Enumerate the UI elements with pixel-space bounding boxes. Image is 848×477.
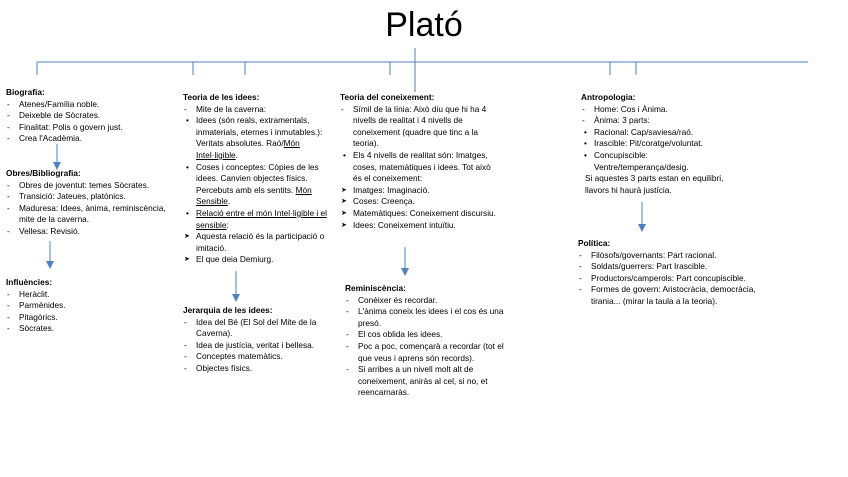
list-item [183,115,339,161]
item-suffix: : [226,219,229,230]
list-item: - Home: Cos i Ànima. [581,104,731,116]
list-item: - Símil de la línia: Això diu que hi ha 4 nivells de realitat i 4 nivells de coneixement (quadre que tinc a la teoria). [340,104,500,150]
biografia-list [6,99,166,145]
list-item: ➤ Imatges: Imaginació. [340,185,500,197]
list-item: • Racional: Cap/saviesa/raó. [581,127,731,139]
list-item: - Crea l'Acadèmia. [6,133,166,145]
list-item: - Pitagòrics. [6,312,146,324]
list-item: • Els 4 nivells de realitat són: Imatges, coses, matemàtiques i idees. Tot això és el coneixement: [340,150,500,185]
jerarquia-list [183,317,333,375]
antropologia-note: Si aquestes 3 parts estan en equilibri, llavors hi haurà justícia. [585,173,724,195]
list-item: - Productors/camperols: Part concupiscible. [578,273,762,285]
list-item: - Transició: Jateues, platònics. [6,191,166,203]
list-item: - Idea de justícia, veritat i bellesa. [183,340,333,352]
obres-heading: Obres/Bibliografia: [6,168,81,178]
list-item: - Vellesa: Revisió. [6,226,166,238]
list-item: - Parmènides. [6,300,146,312]
antropologia-heading: Antropologia: [581,92,636,102]
list-item: - Filòsofs/governants: Part racional. [578,250,762,262]
relacio-text: Relació entre el món Intel·ligible i el sensible [196,207,327,230]
influencies-heading: Influències: [6,277,53,287]
list-item: - Mite de la caverna: [183,104,339,116]
list-item: - Conceptes matemàtics. [183,351,333,363]
list-item: ➤ Idees: Coneixement intuïtiu. [340,220,500,232]
list-item: - Poc a poc, començarà a recordar (tot el que veus i aprens són records). [345,341,505,364]
teoria-coneixement-heading: Teoria del coneixement: [340,92,435,102]
list-item: - Atenes/Família noble. [6,99,166,111]
item-text: Coses i conceptes: Còpies de les idees. Canvien objectes físics. Percebuts amb els sentits. [196,161,319,195]
teoria-idees-heading: Teoria de les idees: [183,92,260,102]
block-obres [6,168,166,238]
list-item: - Ànima: 3 parts: [581,115,731,127]
obres-list [6,180,166,238]
block-politica [578,238,762,308]
item-suffix: . [235,149,238,160]
politica-heading: Política: [578,238,611,248]
block-biografia [6,87,166,145]
page-title: Plató [385,6,463,44]
mon-intelligible-text: Món Intel·ligible [196,138,300,160]
block-antropologia [581,92,731,196]
jerarquia-heading: Jerarquia de les idees: [183,305,273,315]
item-suffix: . [227,196,231,207]
biografia-heading: Biografia: [6,87,45,97]
list-item: - Objectes físics. [183,363,333,375]
list-item [183,208,339,231]
list-item: - Soldats/guerrers: Part Irascible. [578,261,762,273]
list-item: ➤ El que deia Demiurg. [183,254,339,266]
list-item: • Irascible: Pit/coratge/voluntat. [581,138,731,150]
reminiscencia-heading: Reminiscència: [345,283,406,293]
influencies-list [6,289,146,335]
list-item: - Idea del Bé (El Sol del Mite de la Caverna). [183,317,333,340]
list-item: - Obres de joventut: temes Sòcrates. [6,180,166,192]
list-item: - Maduresa: Idees, ànima, reminiscència, mite de la caverna. [6,203,166,226]
list-item: - Heràclit. [6,289,146,301]
list-item: ➤ Coses: Creença. [340,196,500,208]
list-item: - El cos oblida les idees. [345,329,505,341]
block-reminiscencia [345,283,505,399]
list-item: ➤ Matemàtiques: Coneixement discursiu. [340,208,500,220]
list-item: - Conèixer és recordar. [345,295,505,307]
list-item [183,162,339,208]
list-item: - Formes de govern: Aristocràcia, democràcia, tirania... (mirar la taula a la teoria). [578,284,762,307]
politica-list [578,250,762,308]
block-jerarquia [183,305,333,375]
teoria-idees-list [183,104,339,266]
list-item: - L'ànima coneix les idees i el cos és una presó. [345,306,505,329]
block-influencies [6,277,146,335]
list-item: ➤ Aquesta relació és la participació o imitació. [183,231,339,254]
block-teoria-idees [183,92,339,266]
list-item: • Concupiscible: Ventre/temperança/desig. [581,150,731,173]
list-item: - Sòcrates. [6,323,146,335]
item-text: Idees (són reals, extramentals, inmaterials, eternes i inmutables.): Veritats absolutes. Raó/ [196,115,323,149]
list-item: - Si arribes a un nivell molt alt de coneixement, aniràs al cel, si no, et reencarnaràs. [345,364,505,399]
list-item: - Finalitat: Polis o govern just. [6,122,166,134]
mon-sensible-text: Món Sensible [196,184,312,207]
reminiscencia-list [345,295,505,399]
teoria-coneixement-list [340,104,500,232]
block-teoria-coneixement [340,92,500,231]
antropologia-list [581,104,731,174]
list-item: - Deixeble de Sòcrates. [6,110,166,122]
